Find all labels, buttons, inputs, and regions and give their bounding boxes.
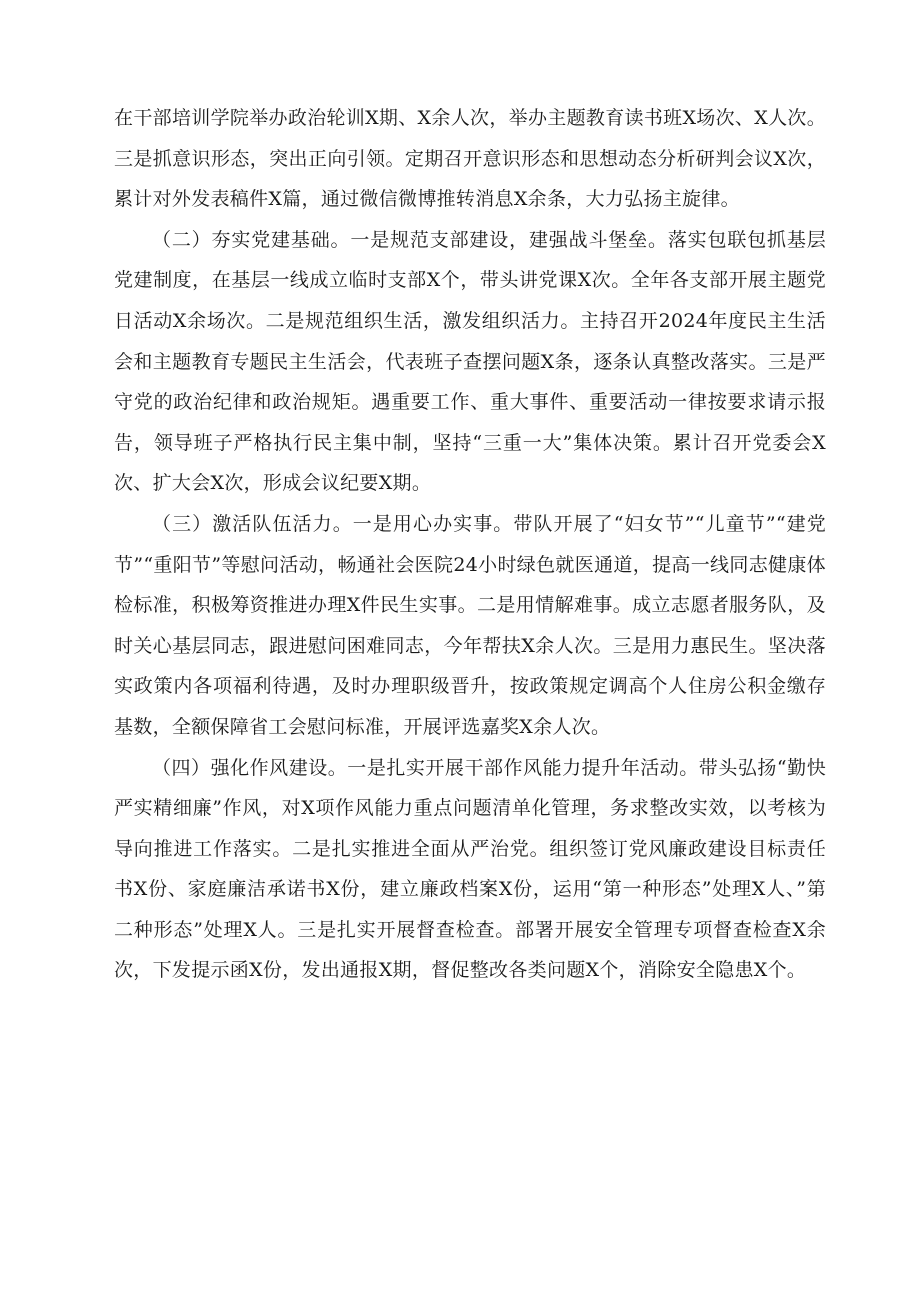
paragraph-team-vitality: （三）激活队伍活力。一是用心办实事。带队开展了“妇女节”“儿童节”“建党节”“重阳节”等慰问活动，畅通社会医院24小时绿色就医通道，提高一线同志健康体检标准，积极筹资推进办理X件民生实事。二是用情解难事。成立志愿者服务队，及时关心基层同志，跟进慰问困难同志，今年帮扶X余人次。三是用力惠民生。坚决落实政策内各项福利待遇，及时办理职级晋升，按政策规定调高个人住房公积金缴存基数，全额保障省工会慰问标准，开展评选嘉奖X余人次。: [114, 512, 826, 738]
paragraph-continuation: 在干部培训学院举办政治轮训X期、X余人次，举办主题教育读书班X场次、X人次。三是抓意识形态，突出正向引领。定期召开意识形态和思想动态分析研判会议X次，累计对外发表稿件X篇，通过微信微博推转消息X余条，大力弘扬主旋律。: [114, 107, 826, 211]
paragraph-party-building: （二）夯实党建基础。一是规范支部建设，建强战斗堡垒。落实包联包抓基层党建制度，在基层一线成立临时支部X个，带头讲党课X次。全年各支部开展主题党日活动X余场次。二是规范组织生活，激发组织活力。主持召开2024年度民主生活会和主题教育专题民主生活会，代表班子查摆问题X条，逐条认真整改落实。三是严守党的政治纪律和政治规矩。遇重要工作、重大事件、重要活动一律按要求请示报告，领导班子严格执行民主集中制，坚持“三重一大”集体决策。累计召开党委会X次、扩大会X次，形成会议纪要X期。: [114, 228, 826, 495]
document-page: [114, 98, 826, 991]
paragraph-work-style: （四）强化作风建设。一是扎实开展干部作风能力提升年活动。带头弘扬“勤快严实精细廉”作风，对X项作风能力重点问题清单化管理，务求整改实效，以考核为导向推进工作落实。二是扎实推进全面从严治党。组织签订党风廉政建设目标责任书X份、家庭廉洁承诺书X份，建立廉政档案X份，运用“第一种形态”处理X人、”第二种形态”处理X人。三是扎实开展督查检查。部署开展安全管理专项督查检查X余次，下发提示函X份，发出通报X期，督促整改各类问题X个，消除安全隐患X个。: [114, 756, 826, 982]
